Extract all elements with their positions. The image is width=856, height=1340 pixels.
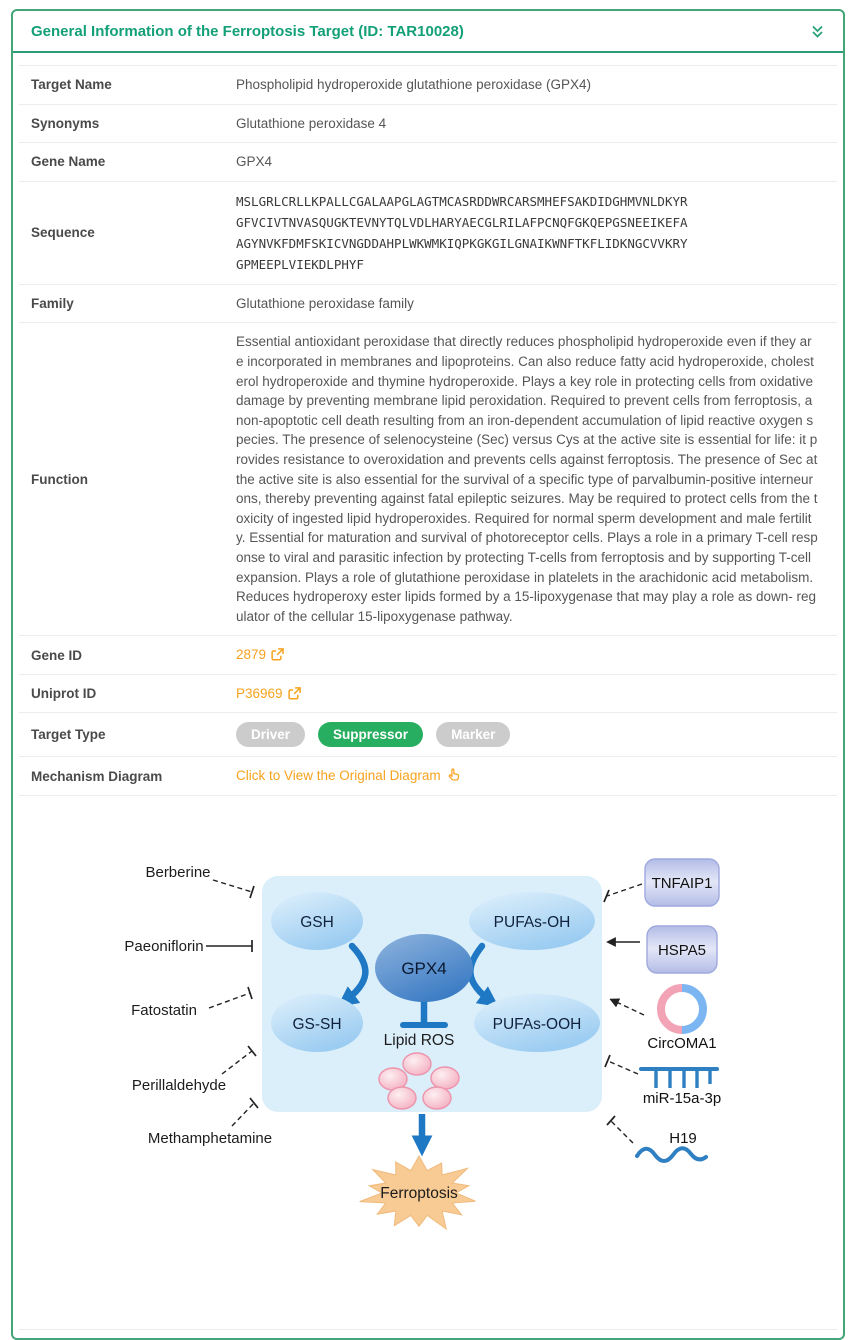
- pointing-hand-icon: [446, 767, 461, 782]
- uniprot-id-value: P36969: [236, 685, 283, 701]
- h19-label: H19: [669, 1130, 697, 1148]
- function-text: Essential antioxidant peroxidase that directly reduces phospholipid hydroperoxide even if they are incorporated in membranes and lipoproteins. Can also reduce fatty acid hydroperoxide, cholesterol hydroperoxide and thymine hydroperoxide. Plays a key role in protecting cells from oxidative damage by preventing membrane lipid peroxidation. Required to prevent cells from ferroptosis, a non-apoptotic cell death resulting from an iron-dependent accumulation of lipid reactive oxygen species. The presence of selenocysteine (Sec) versus Cys at the active site is essential for life: it provides resistance to overoxidation and prevents cells against ferroptosis. The presence of Sec at the active site is also essential for the survival of a specific type of parvalbumin-positive interneurons, thereby preventing against fatal epileptic seizures. May be required to protect cells from the toxicity of ingested lipid hydroperoxides. Required for normal sperm development and male fertility. Essential for maturation and survival of photoreceptor cells. Plays a role in a primary T-cell response to viral and parasitic infection by protecting T-cells from ferroptosis and by supporting T-cell expansion. Plays a role of glutathione peroxidase in platelets in the arachidonic acid metabolism. Reduces hydroperoxy ester lipids formed by a 15-lipoxygenase that may play a role as down- regulator of the cellular 15-lipoxygenase pathway.: [236, 334, 818, 624]
- paeoniflorin-label: Paeoniflorin: [124, 938, 204, 956]
- field-label: Family: [31, 296, 74, 312]
- lipid-ros-label: Lipid ROS: [383, 1032, 455, 1050]
- field-label: Synonyms: [31, 115, 100, 131]
- gene-id-link[interactable]: [236, 647, 284, 662]
- sequence-line: AGYNVKFDMFSKICVNGDDAHPLWKWMKIQPKGKGILGNAIKWNFTKFLIDKNGCVVKRY: [236, 235, 688, 251]
- collapse-panel-button[interactable]: [810, 24, 825, 39]
- view-original-diagram-link[interactable]: [236, 768, 461, 783]
- gsh-label: GSH: [300, 914, 334, 932]
- field-label: Uniprot ID: [31, 686, 97, 702]
- mirna-tbar: [605, 1055, 610, 1067]
- circoma1-icon: [661, 988, 703, 1030]
- panel-header: [13, 11, 843, 53]
- gpx4-label: GPX4: [401, 959, 447, 979]
- field-label: Sequence: [31, 225, 95, 241]
- berberine-tbar: [250, 886, 254, 898]
- sequence-text: [236, 191, 825, 275]
- mechanism-diagram-section: [19, 796, 837, 1330]
- fatostatin-label: Fatostatin: [131, 1002, 197, 1020]
- ferroptosis-label: Ferroptosis: [380, 1185, 458, 1203]
- double-chevron-down-icon: [810, 24, 825, 39]
- row-target-name: [19, 66, 837, 105]
- field-label: Mechanism Diagram: [31, 768, 163, 784]
- general-info-panel: [11, 9, 845, 1340]
- mechanism-diagram: [19, 796, 839, 1324]
- field-label: Gene ID: [31, 647, 83, 663]
- methamphetamine-label: Methamphetamine: [147, 1130, 273, 1148]
- page: [0, 9, 856, 1260]
- suppressor-badge[interactable]: Suppressor: [318, 722, 423, 747]
- row-uniprot-id: [19, 675, 837, 714]
- perillaldehyde-tbar: [248, 1046, 256, 1056]
- external-link-icon: [288, 687, 301, 700]
- target-type-pills: [236, 722, 819, 747]
- marker-badge[interactable]: Marker: [436, 722, 510, 747]
- panel-title: General Information of the Ferroptosis Target (ID: TAR10028): [31, 23, 464, 40]
- methamphetamine-arrow: [232, 1103, 254, 1126]
- perillaldehyde-label: Perillaldehyde: [131, 1077, 227, 1095]
- field-value: Glutathione peroxidase family: [236, 295, 414, 311]
- pufas-oh-label: PUFAs-OH: [493, 914, 571, 932]
- hspa5-label: HSPA5: [657, 942, 707, 960]
- h19-icon: [637, 1148, 706, 1161]
- circoma1-arrow: [612, 1000, 644, 1015]
- tnfaip1-arrow: [607, 884, 642, 896]
- info-table: [19, 65, 837, 796]
- field-label: Target Type: [31, 727, 106, 743]
- sequence-line: GFVCIVTNVASQUGKTEVNYTQLVDLHARYAECGLRILAFPCNQFGKQEPGSNEEIKEFA: [236, 214, 688, 230]
- field-value: GPX4: [236, 154, 273, 170]
- gs-sh-label: GS-SH: [292, 1016, 342, 1034]
- mirna-arrow: [608, 1061, 638, 1074]
- berberine-arrow: [213, 880, 252, 892]
- circoma1-label: CircOMA1: [647, 1035, 717, 1053]
- tnfaip1-label: TNFAIP1: [651, 875, 713, 893]
- fatostatin-tbar: [248, 987, 252, 999]
- berberine-label: Berberine: [145, 864, 211, 882]
- row-mechanism-diagram: [19, 757, 837, 796]
- driver-badge[interactable]: Driver: [236, 722, 305, 747]
- gene-id-value: 2879: [236, 647, 267, 663]
- sequence-line: MSLGRLCRLLKPALLCGALAAPGLAGTMCASRDDWRCARSMHEFSAKDIDGHMVNLDKYR: [236, 193, 688, 209]
- row-gene-name: [19, 143, 837, 182]
- row-sequence: [19, 182, 837, 285]
- row-family: [19, 285, 837, 324]
- field-label: Function: [31, 471, 88, 487]
- uniprot-id-link[interactable]: [236, 686, 301, 701]
- field-label: Gene Name: [31, 154, 106, 170]
- view-original-diagram-label: Click to View the Original Diagram: [236, 768, 441, 784]
- mirna-icon: [641, 1069, 717, 1088]
- sequence-line: GPMEEPLVIEKDLPHYF: [236, 256, 364, 272]
- row-gene-id: [19, 636, 837, 675]
- panel-bottom-spacer: [13, 1330, 843, 1338]
- mirna-label: miR-15a-3p: [642, 1090, 722, 1108]
- h19-arrow: [611, 1121, 633, 1143]
- row-target-type: [19, 713, 837, 757]
- row-synonyms: [19, 105, 837, 144]
- fatostatin-arrow: [209, 993, 250, 1008]
- perillaldehyde-arrow: [222, 1051, 252, 1074]
- row-function: [19, 323, 837, 636]
- field-label: Target Name: [31, 77, 112, 93]
- field-value: Phospholipid hydroperoxide glutathione peroxidase (GPX4): [236, 77, 591, 92]
- field-value: Glutathione peroxidase 4: [236, 115, 387, 131]
- external-link-icon: [271, 648, 284, 661]
- pufas-ooh-label: PUFAs-OOH: [492, 1016, 582, 1034]
